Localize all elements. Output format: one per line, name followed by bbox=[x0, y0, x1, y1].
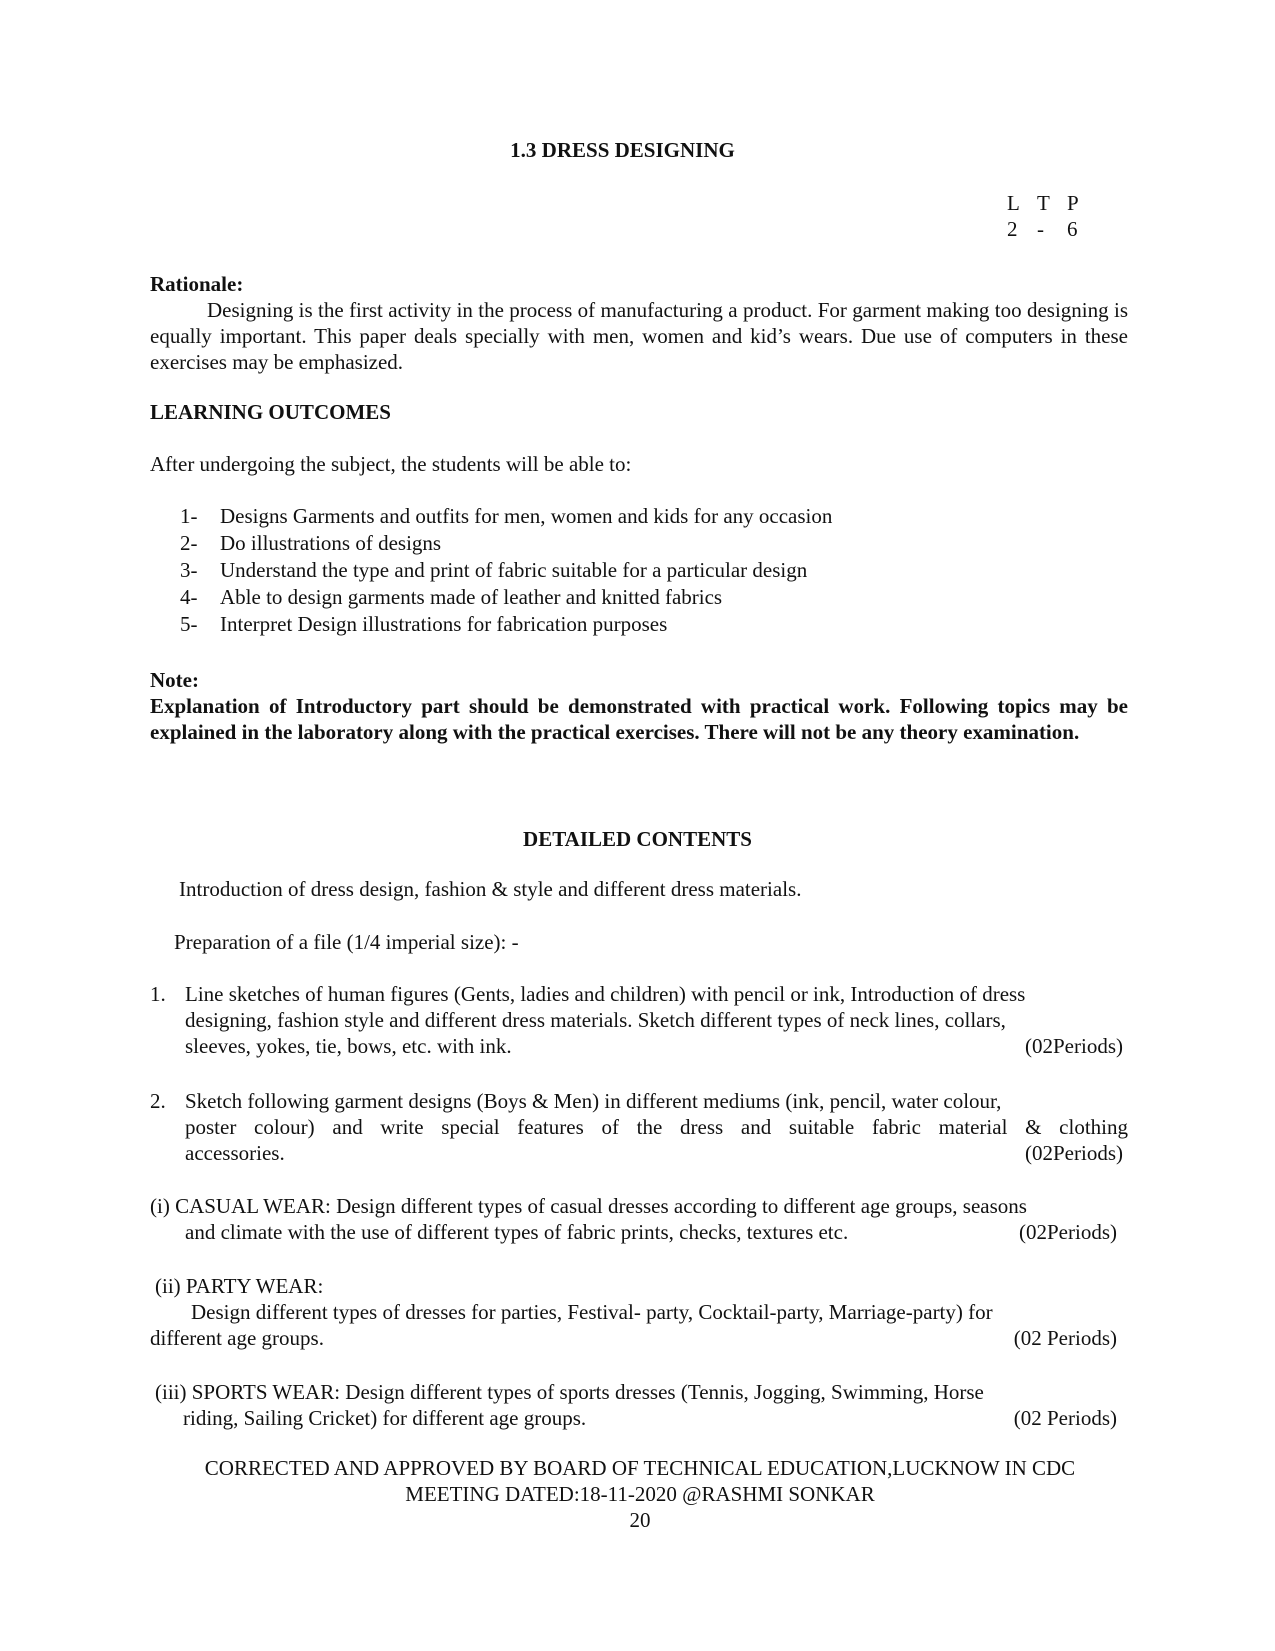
content-item-line: (i) CASUAL WEAR: Design different types of casual dresses according to different age groups, seasons bbox=[150, 1194, 1027, 1218]
ltp-headers bbox=[1007, 190, 1097, 216]
list-item bbox=[180, 611, 832, 638]
list-item-number: 5- bbox=[180, 612, 198, 636]
content-item-line: accessories. bbox=[185, 1141, 285, 1165]
list-item-number: 1- bbox=[180, 504, 198, 528]
content-item-1 bbox=[150, 981, 1128, 1059]
ltp-value-l: 2 bbox=[1007, 217, 1018, 241]
periods-label: (02Periods) bbox=[1025, 1141, 1123, 1165]
rationale-section bbox=[150, 271, 1128, 375]
ltp-table bbox=[1007, 190, 1097, 242]
learning-outcomes-list bbox=[180, 503, 832, 638]
list-item bbox=[180, 584, 832, 611]
content-item-line: and climate with the use of different types of fabric prints, checks, textures etc. bbox=[185, 1220, 849, 1244]
list-item-text: Designs Garments and outfits for men, women and kids for any occasion bbox=[220, 504, 833, 528]
list-item-number: 4- bbox=[180, 585, 198, 609]
footer-line: CORRECTED AND APPROVED BY BOARD OF TECHNICAL EDUCATION,LUCKNOW IN CDC bbox=[204, 1456, 1076, 1480]
ltp-header-l: L bbox=[1007, 191, 1020, 215]
ltp-values bbox=[1007, 216, 1097, 242]
learning-outcomes-heading: LEARNING OUTCOMES bbox=[150, 400, 391, 424]
content-item-line: poster colour) and write special features of the dress and suitable fabric material & clothing bbox=[185, 1115, 1128, 1139]
ltp-value-t: - bbox=[1037, 217, 1044, 241]
note-text: Explanation of Introductory part should be demonstrated with practical work. Following topics may be explained in the laboratory along with the practical exercises. There will not be any theory examination. bbox=[150, 694, 1128, 744]
note-heading: Note: bbox=[150, 668, 199, 692]
content-item-line: designing, fashion style and different dress materials. Sketch different types of neck lines, collars, bbox=[185, 1008, 1006, 1032]
content-item-line: Sketch following garment designs (Boys & Men) in different mediums (ink, pencil, water colour, bbox=[185, 1089, 1002, 1113]
rationale-heading: Rationale: bbox=[150, 272, 244, 296]
detailed-contents-intro: Introduction of dress design, fashion & style and different dress materials. bbox=[179, 877, 802, 901]
content-item-2 bbox=[150, 1088, 1128, 1166]
file-preparation: Preparation of a file (1/4 imperial size): - bbox=[174, 930, 519, 954]
list-item-text: Interpret Design illustrations for fabrication purposes bbox=[220, 612, 668, 636]
periods-label: (02 Periods) bbox=[1013, 1406, 1117, 1430]
periods-label: (02 Periods) bbox=[1013, 1326, 1117, 1350]
list-item bbox=[180, 530, 832, 557]
content-item-line: (iii) SPORTS WEAR: Design different types of sports dresses (Tennis, Jogging, Swimming, Horse bbox=[155, 1380, 984, 1404]
content-item-number: 2. bbox=[150, 1089, 166, 1113]
list-item-number: 3- bbox=[180, 558, 198, 582]
page-number: 20 bbox=[629, 1508, 651, 1532]
learning-outcomes-intro: After undergoing the subject, the students will be able to: bbox=[150, 452, 632, 476]
list-item-text: Able to design garments made of leather and knitted fabrics bbox=[220, 585, 723, 609]
content-item-number: 1. bbox=[150, 982, 166, 1006]
periods-label: (02Periods) bbox=[1019, 1220, 1117, 1244]
content-item-heading: (ii) PARTY WEAR: bbox=[155, 1274, 324, 1298]
casual-wear-item bbox=[150, 1193, 1128, 1245]
content-item-line: riding, Sailing Cricket) for different age groups. bbox=[183, 1406, 587, 1430]
ltp-header-t: T bbox=[1037, 191, 1050, 215]
title-text: 1.3 DRESS DESIGNING bbox=[510, 138, 735, 162]
party-wear-item bbox=[150, 1273, 1128, 1351]
list-item-text: Understand the type and print of fabric suitable for a particular design bbox=[220, 558, 808, 582]
page-title bbox=[0, 137, 1275, 163]
rationale-text: Designing is the first activity in the process of manufacturing a product. For garment making too designing is equally important. This paper deals specially with men, women and kid’s wears. Due use of computers in these exercises may be emphasized. bbox=[150, 298, 1128, 374]
page-footer bbox=[0, 1455, 1275, 1533]
list-item-number: 2- bbox=[180, 531, 198, 555]
note-section bbox=[150, 667, 1128, 745]
list-item-text: Do illustrations of designs bbox=[220, 531, 442, 555]
content-item-line: sleeves, yokes, tie, bows, etc. with ink. bbox=[185, 1034, 512, 1058]
sports-wear-item bbox=[150, 1379, 1128, 1431]
detailed-contents-heading: DETAILED CONTENTS bbox=[523, 827, 752, 851]
ltp-header-p: P bbox=[1067, 191, 1079, 215]
ltp-value-p: 6 bbox=[1067, 217, 1078, 241]
content-item-line: Line sketches of human figures (Gents, ladies and children) with pencil or ink, Introduction of dress bbox=[185, 982, 1026, 1006]
content-item-line: different age groups. bbox=[150, 1326, 324, 1350]
content-item-line: Design different types of dresses for parties, Festival- party, Cocktail-party, Marriage-party) for bbox=[191, 1300, 993, 1324]
periods-label: (02Periods) bbox=[1025, 1034, 1123, 1058]
list-item bbox=[180, 503, 832, 530]
footer-line: MEETING DATED:18-11-2020 @RASHMI SONKAR bbox=[405, 1482, 875, 1506]
list-item bbox=[180, 557, 832, 584]
